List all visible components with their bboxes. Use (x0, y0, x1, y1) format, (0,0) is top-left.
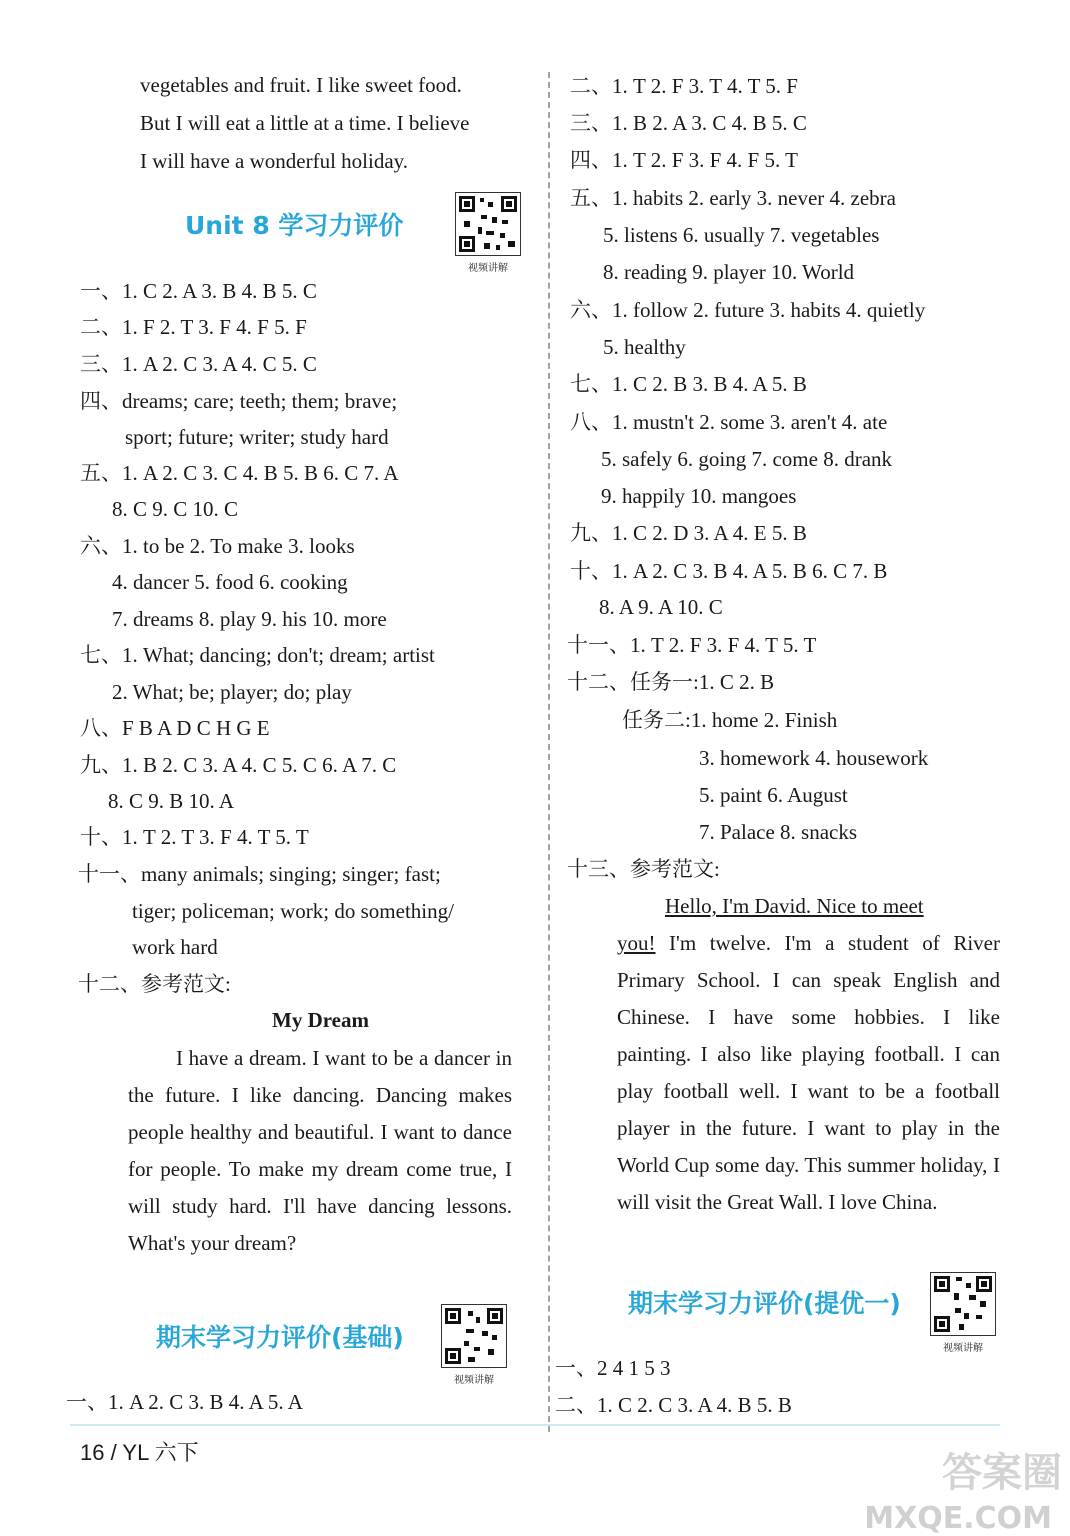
answer-line: 4. dancer 5. food 6. cooking (112, 570, 348, 594)
answer-line: 5. paint 6. August (699, 783, 848, 807)
answer-line: 8. C 9. B 10. A (108, 789, 235, 813)
answer-line: 十一、many animals; singing; singer; fast; (78, 862, 441, 886)
qr-caption: 视频讲解 (468, 263, 508, 274)
answer-line: 5. safely 6. going 7. come 8. drank (601, 447, 893, 471)
answer-line: work hard (132, 935, 218, 959)
answer-line: 八、F B A D C H G E (80, 716, 270, 740)
answer-line: 七、1. C 2. B 3. B 4. A 5. B (570, 372, 807, 396)
answer-line: 十、1. T 2. T 3. F 4. T 5. T (80, 825, 309, 849)
answer-line: 六、1. follow 2. future 3. habits 4. quietly (570, 298, 926, 322)
answer-line: 7. dreams 8. play 9. his 10. more (112, 607, 387, 631)
answer-line: 二、1. F 2. T 3. F 4. F 5. F (80, 315, 307, 339)
answer-line: 八、1. mustn't 2. some 3. aren't 4. ate (570, 410, 888, 434)
answer-line: 四、1. T 2. F 3. F 4. F 5. T (570, 148, 798, 172)
answer-line: 一、1. A 2. C 3. B 4. A 5. A (66, 1390, 303, 1414)
final-basic-header: 期末学习力评价(基础) (156, 1323, 404, 1352)
answer-line: 二、1. C 2. C 3. A 4. B 5. B (555, 1393, 792, 1417)
answer-line: 5. listens 6. usually 7. vegetables (603, 223, 880, 247)
essay-second-underlined: you! (617, 931, 656, 955)
column-divider (548, 72, 550, 1432)
answer-line: 8. C 9. C 10. C (112, 497, 239, 521)
qr-code-icon[interactable] (930, 1272, 996, 1354)
answer-line: 二、1. T 2. F 3. T 4. T 5. F (570, 74, 798, 98)
answer-line: 十二、任务一:1. C 2. B (567, 670, 775, 694)
answer-line: 四、dreams; care; teeth; them; brave; (80, 389, 398, 413)
unit8-header: Unit 8 学习力评价 (185, 211, 404, 240)
answer-line: 五、1. A 2. C 3. C 4. B 5. B 6. C 7. A (80, 461, 399, 485)
page-footer: 16 / YL 六下 (80, 1440, 199, 1465)
watermark-url: MXQE.COM (864, 1501, 1052, 1536)
essay-body (617, 888, 1000, 1221)
answer-line: 一、1. C 2. A 3. B 4. B 5. C (80, 279, 317, 303)
qr-caption: 视频讲解 (454, 1375, 494, 1386)
essay-title: My Dream (272, 1008, 369, 1032)
essay-first-line: Hello, I'm David. Nice to meet (665, 894, 924, 918)
essay-body: I have a dream. I want to be a dancer in the future. I like dancing. Dancing makes people healthy and beautiful. I want to dance for people. To make my dream come true, I will study hard. I'll have dancing lessons. What's your dream? (128, 1046, 512, 1255)
answer-line: 十一、1. T 2. F 3. F 4. T 5. T (567, 633, 817, 657)
qr-caption: 视频讲解 (943, 1343, 983, 1354)
intro-line-2: But I will eat a little at a time. I believe (140, 111, 470, 135)
answer-line: 任务二:1. home 2. Finish (622, 708, 838, 732)
answer-line: 七、1. What; dancing; don't; dream; artist (80, 643, 435, 667)
footer-rule (70, 1424, 1000, 1426)
intro-line-3: I will have a wonderful holiday. (140, 149, 409, 173)
answer-line: tiger; policeman; work; do something/ (132, 899, 454, 923)
final-advanced-header: 期末学习力评价(提优一) (628, 1289, 901, 1318)
essay-rest: I'm twelve. I'm a student of River Primary School. I can speak English and Chinese. I have some hobbies. I like painting. I also like playing football. I can play football well. I want to be a football player in the future. I want to play in the World Cup some day. This summer holiday, I will visit the Great Wall. I love China. (617, 931, 1000, 1214)
answer-line: 十三、参考范文: (567, 857, 720, 881)
intro-line-1: vegetables and fruit. I like sweet food. (140, 73, 462, 97)
answer-line: 一、2 4 1 5 3 (555, 1356, 671, 1380)
answer-line: 九、1. B 2. C 3. A 4. C 5. C 6. A 7. C (80, 753, 397, 777)
answer-line: 5. healthy (603, 335, 686, 359)
answer-line: 六、1. to be 2. To make 3. looks (80, 534, 355, 558)
qr-code-icon[interactable] (441, 1304, 507, 1386)
answer-line: 十、1. A 2. C 3. B 4. A 5. B 6. C 7. B (570, 559, 888, 583)
answer-line: 五、1. habits 2. early 3. never 4. zebra (570, 186, 896, 210)
answer-line: sport; future; writer; study hard (125, 425, 389, 449)
answer-line: 7. Palace 8. snacks (699, 820, 858, 844)
answer-line: 9. happily 10. mangoes (601, 484, 797, 508)
answer-line: 8. reading 9. player 10. World (603, 260, 855, 284)
answer-line: 8. A 9. A 10. C (599, 595, 723, 619)
qr-code-icon[interactable] (455, 192, 521, 274)
answer-line: 2. What; be; player; do; play (112, 680, 352, 704)
answer-line: 三、1. A 2. C 3. A 4. C 5. C (80, 352, 317, 376)
watermark-logo: 答案圈 (942, 1450, 1062, 1496)
answer-line: 3. homework 4. housework (699, 746, 929, 770)
answer-line: 九、1. C 2. D 3. A 4. E 5. B (570, 521, 807, 545)
answer-line: 十二、参考范文: (78, 972, 231, 996)
answer-line: 三、1. B 2. A 3. C 4. B 5. C (570, 111, 807, 135)
